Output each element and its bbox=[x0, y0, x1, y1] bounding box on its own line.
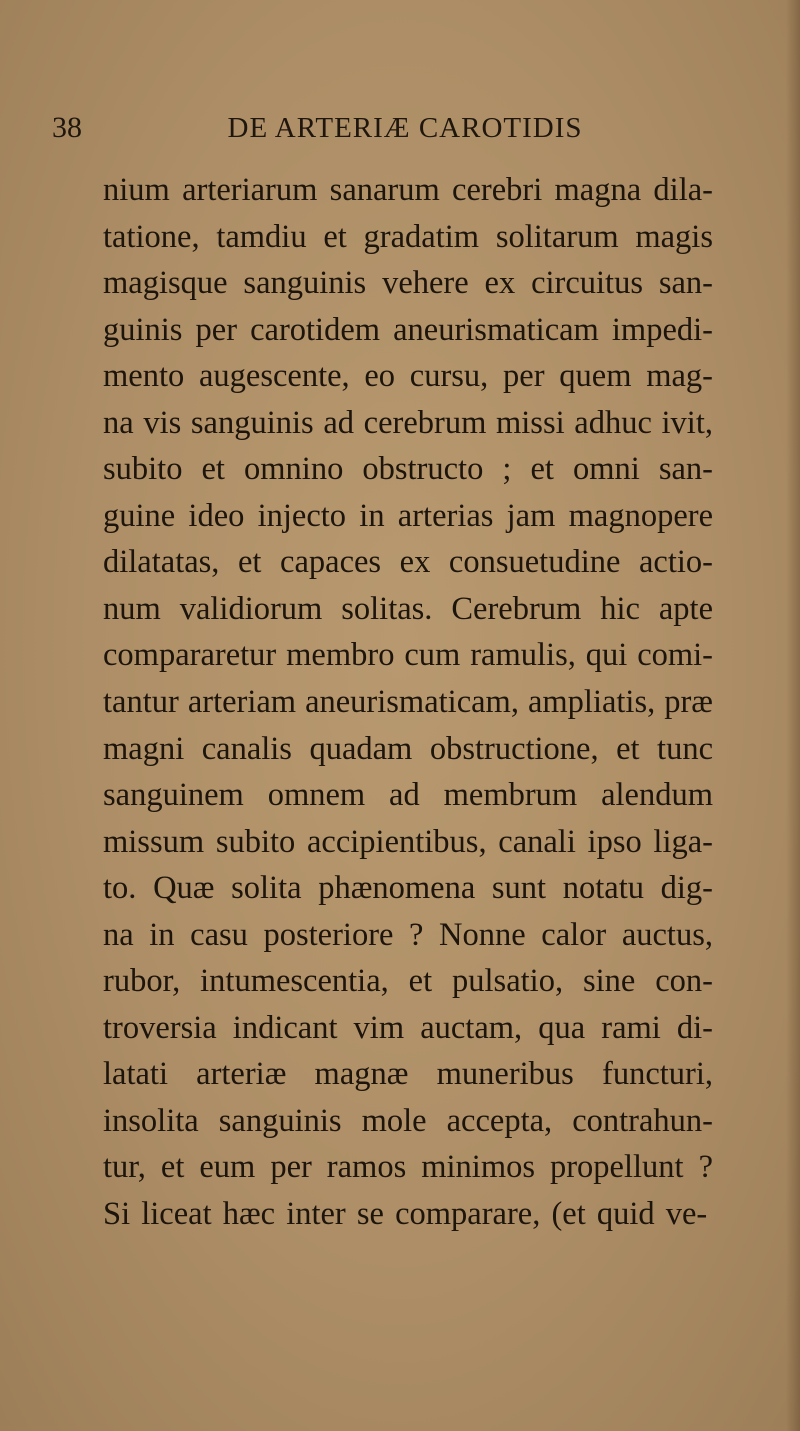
text-line: guine ideo injecto in arterias jam magnopere bbox=[103, 497, 713, 534]
text-line: Si liceat hæc inter se comparare, (et quid ve- bbox=[103, 1196, 708, 1233]
text-line: mento augescente, eo cursu, per quem mag- bbox=[103, 358, 713, 395]
text-line: guinis per carotidem aneurismaticam impedi- bbox=[103, 311, 713, 348]
text-line: sanguinem omnem ad membrum alendum bbox=[103, 777, 713, 814]
text-line: dilatatas, et capaces ex consuetudine actio- bbox=[103, 544, 713, 581]
text-line: to. Quæ solita phænomena sunt notatu dig- bbox=[103, 870, 713, 907]
body-text bbox=[103, 167, 713, 1238]
text-line: num validiorum solitas. Cerebrum hic apte bbox=[103, 590, 713, 627]
text-line: rubor, intumescentia, et pulsatio, sine con- bbox=[103, 963, 713, 1000]
text-line: magni canalis quadam obstructione, et tunc bbox=[103, 730, 713, 767]
text-line: nium arteriarum sanarum cerebri magna dila- bbox=[103, 172, 713, 208]
text-line: tur, et eum per ramos minimos propellunt ? bbox=[103, 1149, 713, 1186]
running-head: DE ARTERIÆ CAROTIDIS bbox=[227, 112, 583, 144]
text-line: insolita sanguinis mole accepta, contrahun- bbox=[103, 1102, 713, 1139]
text-line: na vis sanguinis ad cerebrum missi adhuc ivit, bbox=[103, 404, 713, 441]
text-line: latati arteriæ magnæ muneribus functuri, bbox=[103, 1056, 713, 1093]
text-line: troversia indicant vim auctam, qua rami di- bbox=[103, 1009, 713, 1046]
text-line: tantur arteriam aneurismaticam, ampliatis, præ bbox=[103, 684, 713, 721]
page-number: 38 bbox=[52, 111, 82, 144]
text-line: magisque sanguinis vehere ex circuitus san- bbox=[103, 265, 713, 302]
text-line: na in casu posteriore ? Nonne calor auctus, bbox=[103, 916, 713, 953]
text-line: tatione, tamdiu et gradatim solitarum magis bbox=[103, 218, 713, 255]
text-line: subito et omnino obstructo ; et omni san- bbox=[103, 451, 713, 488]
text-line: compararetur membro cum ramulis, qui comi- bbox=[103, 637, 713, 674]
page-edge-shadow bbox=[786, 0, 800, 1431]
text-line: missum subito accipientibus, canali ipso liga- bbox=[103, 823, 713, 860]
page-header bbox=[52, 108, 712, 148]
